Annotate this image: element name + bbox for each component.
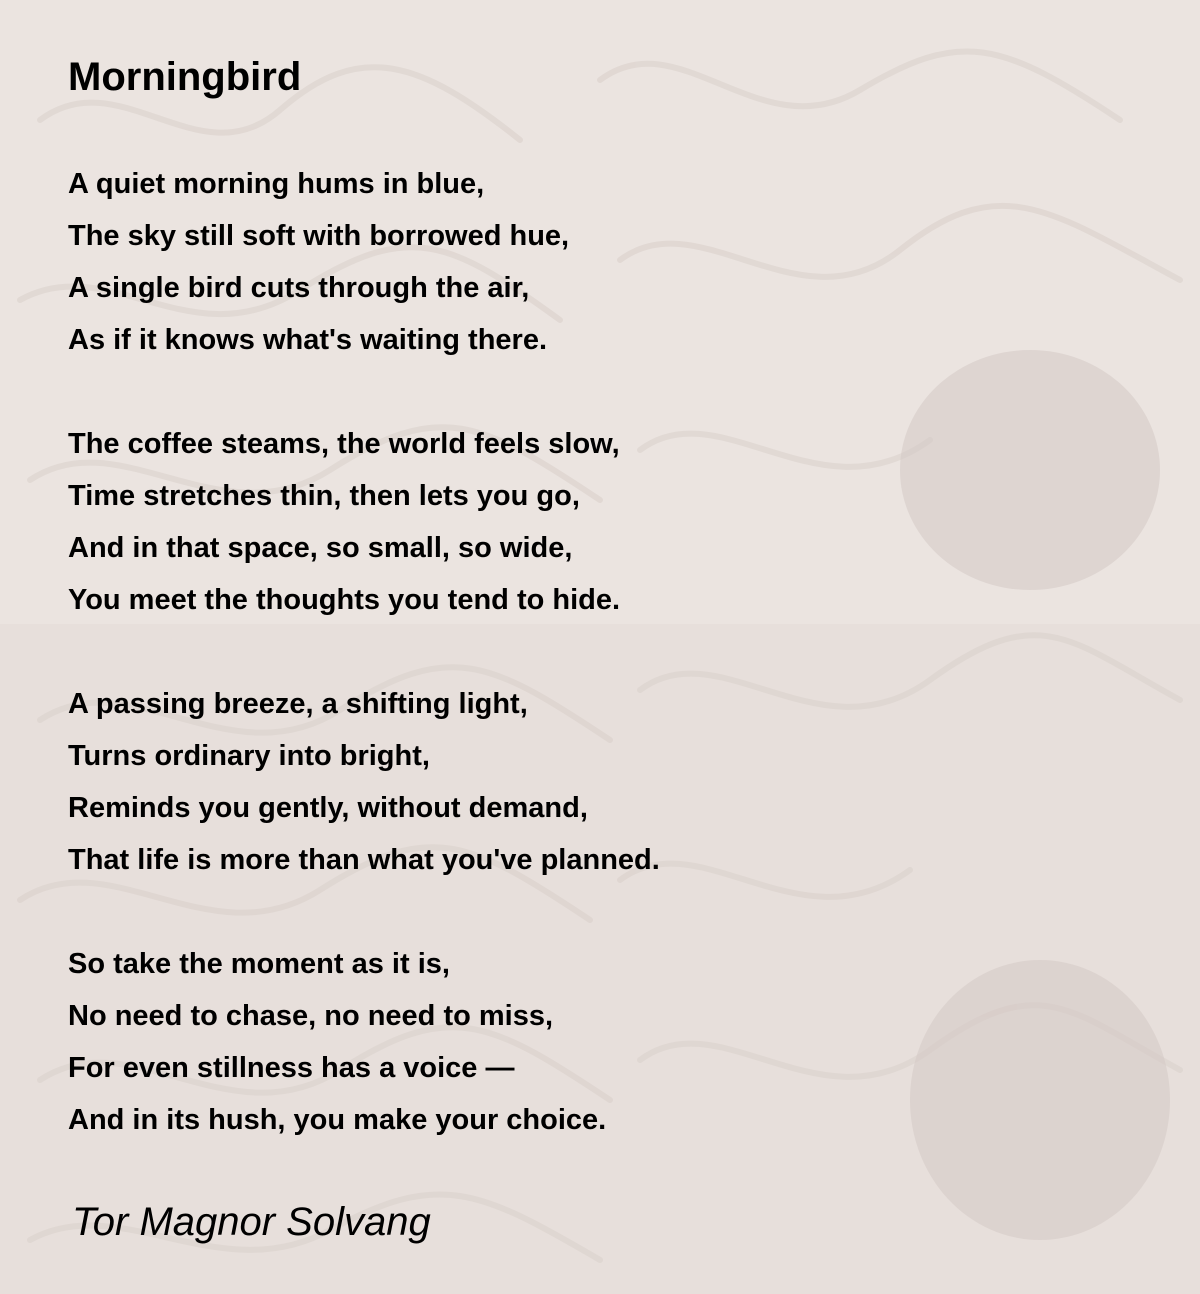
poem-line: Turns ordinary into bright,	[68, 740, 430, 772]
stanza-2	[68, 418, 1200, 626]
poem-line: And in its hush, you make your choice.	[68, 1104, 607, 1136]
poem-line: No need to chase, no need to miss,	[68, 1000, 554, 1032]
stanza-3	[68, 678, 1200, 886]
poem-line: And in that space, so small, so wide,	[68, 532, 573, 564]
poem-author: Tor Magnor Solvang	[72, 1200, 431, 1244]
poem-line: For even stillness has a voice —	[68, 1052, 515, 1084]
poem-line: A passing breeze, a shifting light,	[68, 688, 528, 720]
poem-line: So take the moment as it is,	[68, 948, 450, 980]
poem-line: A quiet morning hums in blue,	[68, 168, 485, 200]
poem-line: As if it knows what's waiting there.	[68, 324, 548, 356]
stanza-1	[68, 158, 1200, 366]
poem-line: A single bird cuts through the air,	[68, 272, 530, 304]
poem-line: That life is more than what you've planned.	[68, 844, 660, 876]
stanza-4	[68, 938, 1200, 1146]
poem-line: You meet the thoughts you tend to hide.	[68, 584, 621, 616]
poem-line: The sky still soft with borrowed hue,	[68, 220, 570, 252]
poem-line: Time stretches thin, then lets you go,	[68, 480, 580, 512]
poem-line: Reminds you gently, without demand,	[68, 792, 588, 824]
poem-title: Morningbird	[68, 55, 302, 99]
poem-line: The coffee steams, the world feels slow,	[68, 428, 620, 460]
